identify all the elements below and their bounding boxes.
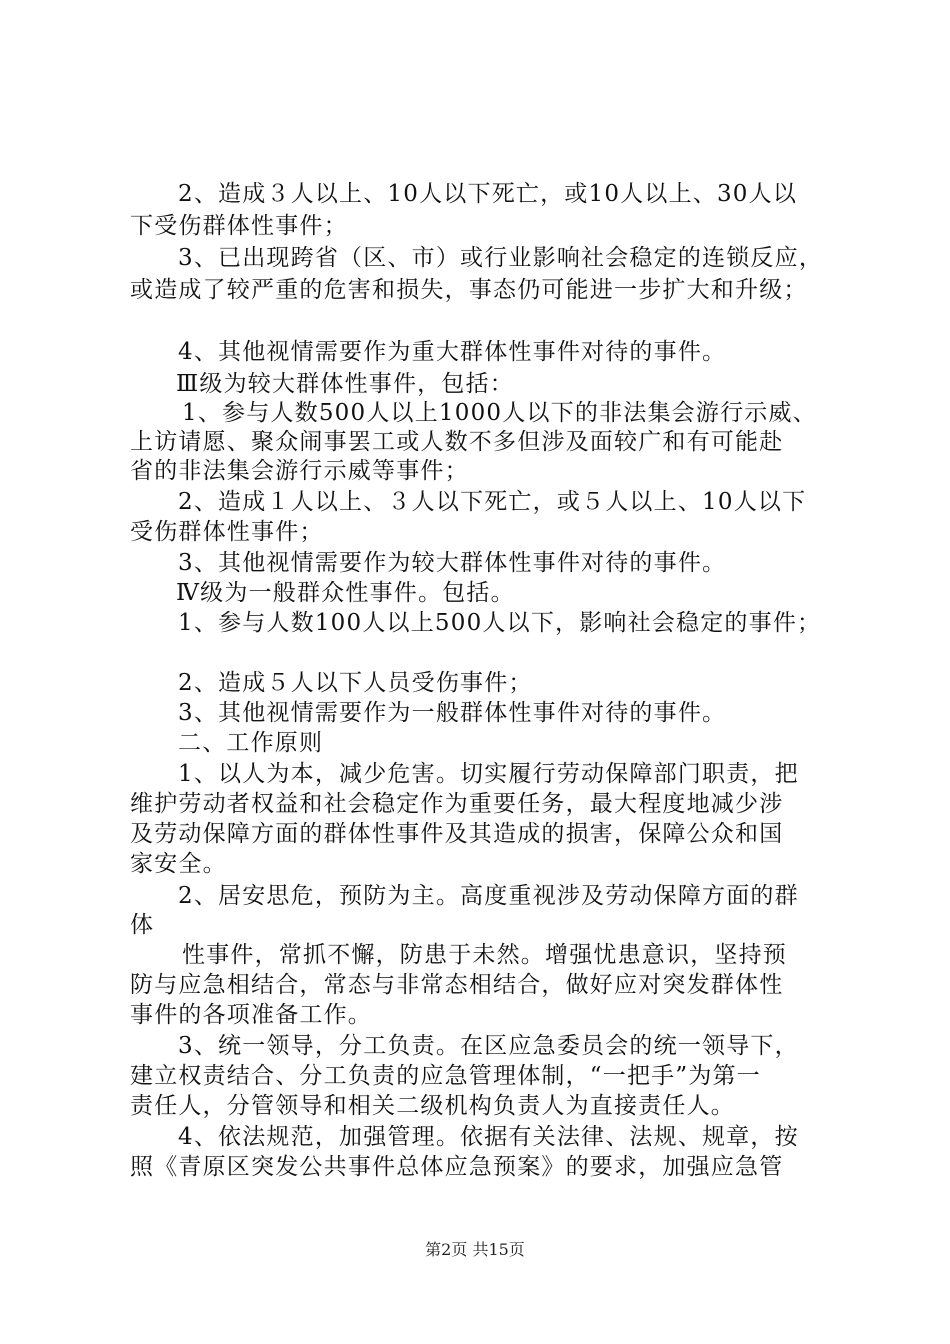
text-line: 2、居安思危，预防为主。高度重视涉及劳动保障方面的群 [178, 883, 799, 909]
text-line: 1、以人为本，减少危害。切实履行劳动保障部门职责，把 [178, 761, 799, 787]
text-line: 受伤群体性事件； [130, 519, 324, 545]
text-line: 事件的各项准备工作。 [130, 1002, 372, 1028]
text-line: 2、造成１人以上、３人以下死亡，或５人以上、10人以下 [178, 489, 807, 515]
text-line: 4、其他视情需要作为重大群体性事件对待的事件。 [178, 339, 727, 365]
text-line: 二、工作原则 [178, 730, 324, 756]
text-line: 下受伤群体性事件； [130, 213, 348, 239]
text-line: 照《青原区突发公共事件总体应急预案》的要求，加强应急管 [130, 1154, 784, 1180]
text-line: 2、造成３人以上、10人以下死亡，或10人以上、30人以 [178, 181, 798, 207]
text-line: 家安全。 [130, 851, 227, 877]
text-line: 体 [130, 912, 155, 938]
text-line: Ⅳ级为一般群众性事件。包括。 [176, 580, 515, 606]
text-line: 省的非法集会游行示威等事件； [130, 458, 469, 484]
text-line: Ⅲ级为较大群体性事件，包括： [176, 371, 514, 397]
text-line: 1、参与人数100人以上500人以下，影响社会稳定的事件； [178, 610, 822, 636]
page-footer: 第2页 共15页 [425, 1240, 525, 1259]
text-line: 防与应急相结合，常态与非常态相结合，做好应对突发群体性 [130, 972, 784, 998]
text-line: 3、其他视情需要作为较大群体性事件对待的事件。 [178, 550, 727, 576]
text-line: 责任人，分管领导和相关二级机构负责人为直接责任人。 [130, 1093, 735, 1119]
text-line: 1、参与人数500人以上1000人以下的非法集会游行示威、 [182, 400, 817, 426]
text-line: 性事件，常抓不懈，防患于未然。增强忧患意识，坚持预 [182, 942, 787, 968]
text-line: 上访请愿、聚众闹事罢工或人数不多但涉及面较广和有可能赴 [130, 429, 784, 455]
text-line: 或造成了较严重的危害和损失，事态仍可能进一步扩大和升级； [130, 277, 808, 303]
text-line: 2、造成５人以下人员受伤事件； [178, 670, 533, 696]
text-line: 4、依法规范，加强管理。依据有关法律、法规、规章，按 [178, 1124, 799, 1150]
text-line: 建立权责结合、分工负责的应急管理体制，“一把手”为第一 [130, 1063, 761, 1089]
text-line: 3、其他视情需要作为一般群体性事件对待的事件。 [178, 700, 727, 726]
text-line: 及劳动保障方面的群体性事件及其造成的损害，保障公众和国 [130, 821, 784, 847]
text-line: 维护劳动者权益和社会稳定作为重要任务，最大程度地减少涉 [130, 791, 784, 817]
text-line: 3、已出现跨省（区、市）或行业影响社会稳定的连锁反应， [178, 245, 824, 271]
text-line: 3、统一领导，分工负责。在区应急委员会的统一领导下， [178, 1033, 799, 1059]
